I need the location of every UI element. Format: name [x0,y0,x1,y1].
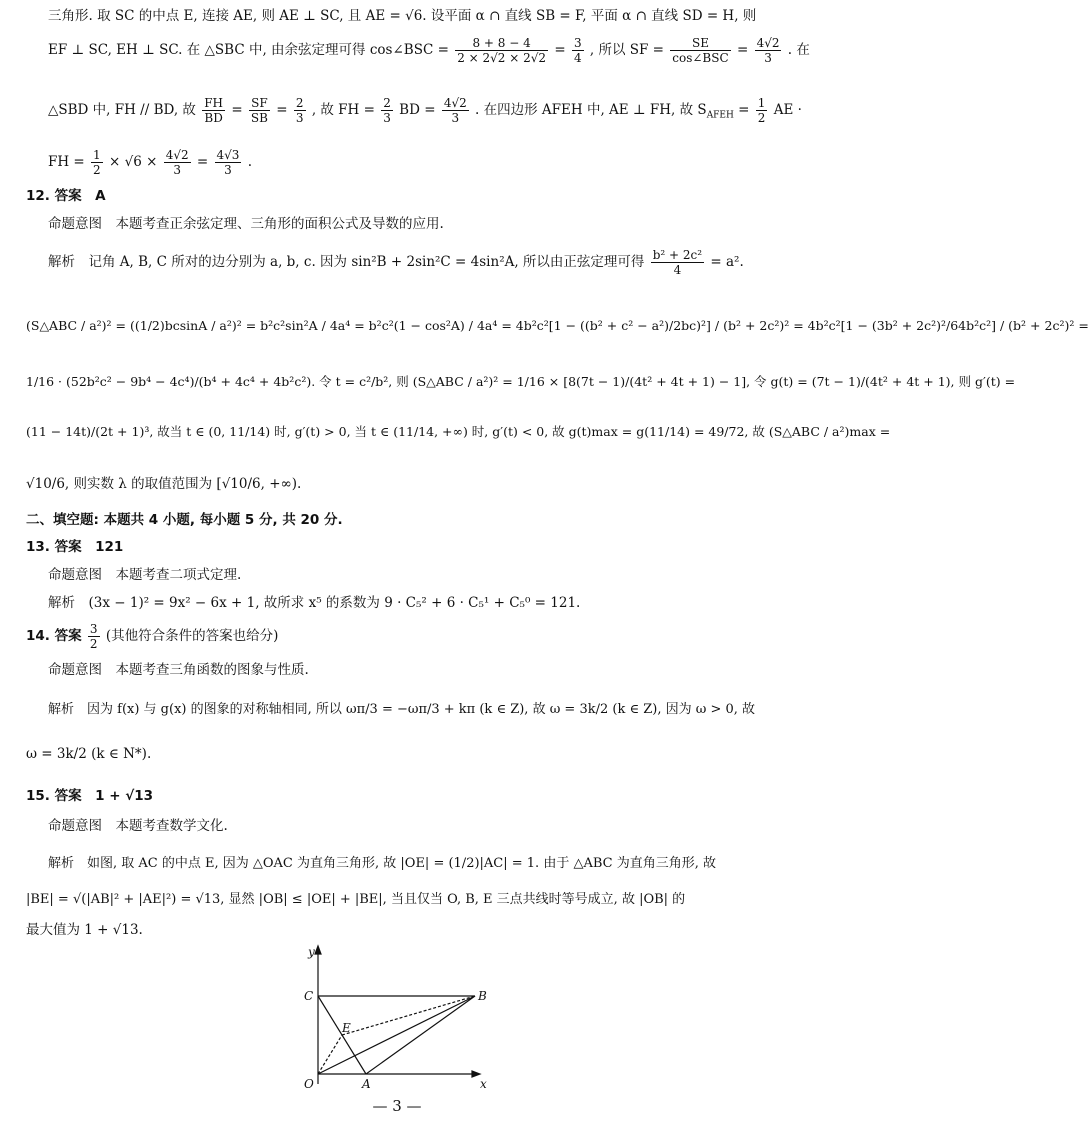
q14-solution-line1: 解析 因为 f(x) 与 g(x) 的图象的对称轴相同, 所以 ωπ/3 = −ωπ/3 + kπ (k ∈ Z), 故 ω = 3k/2 (k ∈ Z), 因为 ω > 0, 故 [48,702,756,717]
q14-solution-line2: ω = 3k/2 (k ∈ N*). [26,746,152,762]
label-C: C [304,989,314,1003]
q14-intent: 命题意图 本题考查三角函数的图象与性质. [48,662,309,678]
q14-answer: 14. 答案 $\frac{3}{2}$ (其他符合条件的答案也给分) [26,622,279,651]
q13-answer: 13. 答案 121 [26,539,124,555]
x-axis-arrow [472,1071,480,1077]
q13-solution: 解析 (3x − 1)² = 9x² − 6x + 1, 故所求 x⁵ 的系数为 9 · C₅² + 6 · C₅¹ + C₅⁰ = 121. [48,595,581,611]
q15-solution-line1: 解析 如图, 取 AC 的中点 E, 因为 △OAC 为直角三角形, 故 |OE| = (1/2)|AC| = 1. 由于 △ABC 为直角三角形, 故 [48,856,716,871]
q12-answer: 12. 答案 A [26,188,106,204]
label-E: E [342,1021,351,1035]
q15-intent: 命题意图 本题考查数学文化. [48,818,228,834]
q12-solution-line3: 1/16 · (52b²c² − 9b⁴ − 4c⁴)/(b⁴ + 4c⁴ + 4b²c²). 令 t = c²/b², 则 (S△ABC / a²)² = 1/16 × [8(7t − 1)/(4t² + 4t + 1) − 1], 令 g(t) = (7t − 1)/(4t² + 4t + 1), 则 g′(t) = [26,374,1016,389]
q15-solution-line3: 最大值为 1 + √13. [26,922,143,938]
p11-line1: 三角形. 取 SC 的中点 E, 连接 AE, 则 AE ⊥ SC, 且 AE = √6. 设平面 α ∩ 直线 SB = F, 平面 α ∩ 直线 SD = H, 则 [48,8,757,24]
p11-line3: △SBD 中, FH // BD, 故 $\frac{FH}{BD}$ = $\frac{SF}{SB}$ = $\frac{2}{3}$ , 故 FH = $\frac{2}{3}$ BD = $\frac{4√2}{3}$ . 在四边形 AFEH 中, AE ⊥ FH, 故 $S_{AFEH}$ = $\frac{1}{2}$ AE · [48,96,802,125]
q12-solution-line1: 解析 记角 A, B, C 所对的边分别为 a, b, c. 因为 sin²B + 2sin²C = 4sin²A, 所以由正弦定理可得 $\frac{\text{b² + 2c²}}{4}$ = a². [48,248,744,277]
q15-solution-line2: |BE| = √(|AB|² + |AE|²) = √13, 显然 |OB| ≤ |OE| + |BE|, 当且仅当 O, B, E 三点共线时等号成立, 故 |OB| 的 [26,892,686,907]
q15-answer: 15. 答案 1 + √13 [26,788,154,804]
label-O: O [304,1077,314,1091]
y-axis-arrow [315,946,321,954]
section-heading: 二、填空题: 本题共 4 小题, 每小题 5 分, 共 20 分. [26,512,343,528]
p11-line2: EF ⊥ SC, EH ⊥ SC. 在 △SBC 中, 由余弦定理可得 cos∠BSC = $\frac{8 + 8 - 4}{2 \times 2√2 \times 2√2}$ = $\frac{3}{4}$ , 所以 SF = $\frac{SE}{\text{cos∠BSC}}$ = $\frac{4√2}{3}$ . 在 [48,36,810,65]
q12-solution-line2: (S△ABC / a²)² = ((1/2)bcsinA / a²)² = b²c²sin²A / 4a⁴ = b²c²(1 − cos²A) / 4a⁴ = 4b²c²[1 − ((b² + c² − a²)/2bc)²] / (b² + 2c²)² = 4b²c²[1 − (3b² + 2c²)²/64b²c²] / (b² + 2c²)² = [26,318,1089,333]
label-B: B [478,989,487,1003]
q12-solution-line5: √10/6, 则实数 λ 的取值范围为 [√10/6, +∞). [26,476,302,492]
geometry-figure [292,944,502,1094]
segment-AB [366,996,475,1074]
label-y: y [308,945,315,959]
q12-intent: 命题意图 本题考查正余弦定理、三角形的面积公式及导数的应用. [48,216,444,232]
q12-solution-line4: (11 − 14t)/(2t + 1)³, 故当 t ∈ (0, 11/14) 时, g′(t) > 0, 当 t ∈ (11/14, +∞) 时, g′(t) < 0, 故 g(t)max = g(11/14) = 49/72, 故 (S△ABC / a²)max = [26,424,891,439]
q13-intent: 命题意图 本题考查二项式定理. [48,567,242,583]
label-A: A [362,1077,371,1091]
p11-line4: FH = $\frac{1}{2}$ × √6 × $\frac{4√2}{3}$ = $\frac{4√3}{3}$ . [48,148,253,177]
label-x: x [480,1077,487,1091]
page-number: — 3 — [372,1097,422,1115]
